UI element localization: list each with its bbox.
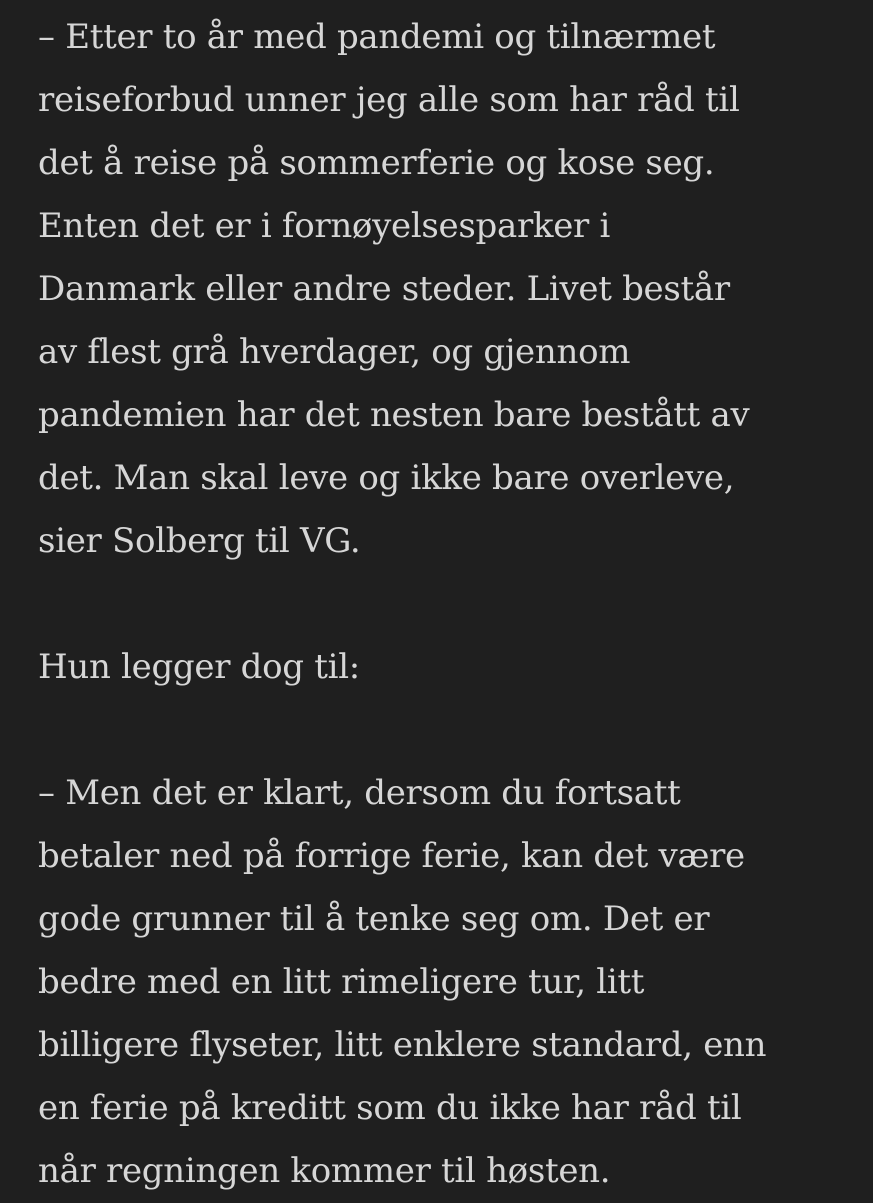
paragraph-line: Hun legger dog til: (38, 647, 360, 687)
paragraph-line: reiseforbud unner jeg alle som har råd til (38, 80, 740, 120)
paragraph-spacer (38, 573, 858, 636)
paragraph-line: Enten det er i fornøyelsesparker i (38, 206, 611, 246)
article-body (38, 6, 858, 1203)
transition-paragraph (38, 636, 858, 699)
paragraph-line: det. Man skal leve og ikke bare overleve, (38, 458, 735, 498)
paragraph-line: gode grunner til å tenke seg om. Det er (38, 899, 710, 939)
paragraph-line: – Men det er klart, dersom du fortsatt (38, 773, 681, 813)
paragraph-line: Danmark eller andre steder. Livet består (38, 269, 730, 309)
paragraph-line: sier Solberg til VG. (38, 521, 361, 561)
paragraph-line: bedre med en litt rimeligere tur, litt (38, 962, 645, 1002)
quote-paragraph-1 (38, 6, 858, 573)
paragraph-line: det å reise på sommerferie og kose seg. (38, 143, 715, 183)
paragraph-line: en ferie på kreditt som du ikke har råd til (38, 1088, 742, 1128)
paragraph-line: pandemien har det nesten bare bestått av (38, 395, 750, 435)
paragraph-line: billigere flyseter, litt enklere standard, enn (38, 1025, 767, 1065)
paragraph-line: av flest grå hverdager, og gjennom (38, 332, 631, 372)
paragraph-line: når regningen kommer til høsten. (38, 1151, 611, 1191)
paragraph-spacer (38, 699, 858, 762)
paragraph-line: betaler ned på forrige ferie, kan det være (38, 836, 745, 876)
quote-paragraph-2 (38, 762, 858, 1203)
paragraph-line: – Etter to år med pandemi og tilnærmet (38, 17, 716, 57)
